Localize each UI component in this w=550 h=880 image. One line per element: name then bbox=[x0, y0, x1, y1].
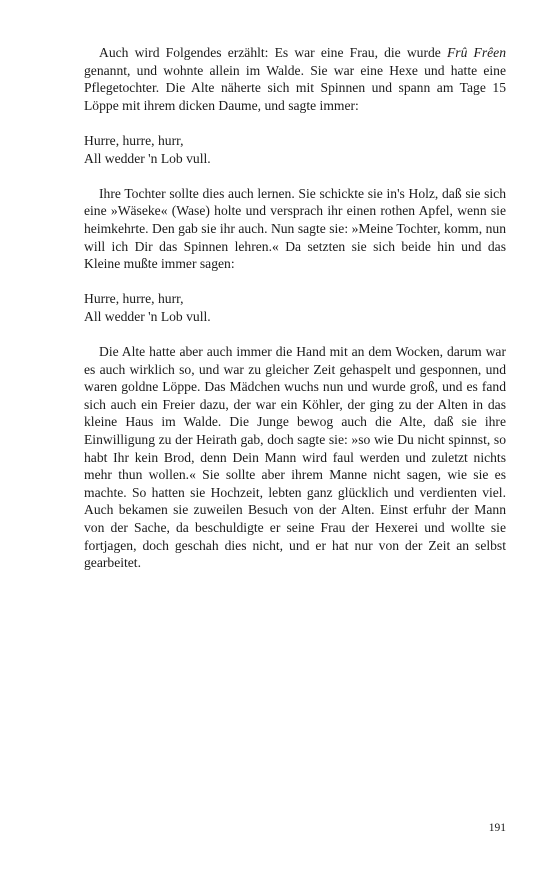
paragraph-1-text-start: Auch wird Folgendes erzählt: Es war eine Frau, die wurde bbox=[99, 45, 447, 60]
verse-1-line-1: Hurre, hurre, hurr, bbox=[84, 132, 184, 148]
name-frue-freen: Frû Frêen bbox=[447, 45, 506, 60]
verse-1-line-2: All wedder 'n Lob vull. bbox=[84, 150, 211, 166]
verse-2-line-1: Hurre, hurre, hurr, bbox=[84, 291, 184, 307]
paragraph-3: Die Alte hatte aber auch immer die Hand mit an dem Wocken, darum war es auch wirklich so, und war zu gleicher Zeit gehaspelt und gesponnen, und waren goldne Löppe. Das Mädchen wuchs nun und wurde groß, und es fand sich auch ein Freier dazu, der war ein Köhler, der ging zu der Alten in das kleine Haus im Walde. Die Junge bewog auch die Alte, daß sie ihre Einwilligung zu der Heirath gab, doch sagte sie: »so wie Du nicht spinnst, so habt Ihr kein Brod, denn Dein Mann wird faul werden und zuletzt nichts mehr thun wollen.« Sie sollte aber ihrem Manne nicht sagen, wie sie es machte. So hatten sie Hochzeit, lebten ganz glücklich und verdienten viel. Auch bekamen sie zuweilen Besuch von der Alten. Einst erfuhr der Mann von der Sache, da beschuldigte er seine Frau der Hexerei und wollte sie fortjagen, doch geschah dies nicht, und er hat nur von der Zeit an selbst gearbeitet. bbox=[84, 344, 506, 571]
paragraph-1 bbox=[84, 44, 506, 114]
verse-1 bbox=[84, 132, 506, 167]
verse-2-line-2: All wedder 'n Lob vull. bbox=[84, 308, 211, 324]
page-number: 191 bbox=[488, 822, 506, 834]
body-text bbox=[84, 44, 506, 589]
verse-2 bbox=[84, 290, 506, 325]
paragraph-2: Ihre Tochter sollte dies auch lernen. Sie schickte sie in's Holz, daß sie sich eine »Wäseke« (Wase) holte und versprach ihr einen rothen Apfel, wenn sie heimkehrte. Den gab sie ihr auch. Nun sagte sie: »Meine Tochter, komm, nun will ich Dir das Spinnen lehren.« Da setzten sie sich beide hin und das Kleine mußte immer sagen: bbox=[84, 185, 506, 272]
paragraph-1-text-end: genannt, und wohnte allein im Walde. Sie war eine Hexe und hatte eine Pflegetochter. Die Alte näherte sich mit Spinnen und spann am Tage 15 Löppe mit ihrem dicken Daume, und sagte immer: bbox=[84, 62, 506, 113]
